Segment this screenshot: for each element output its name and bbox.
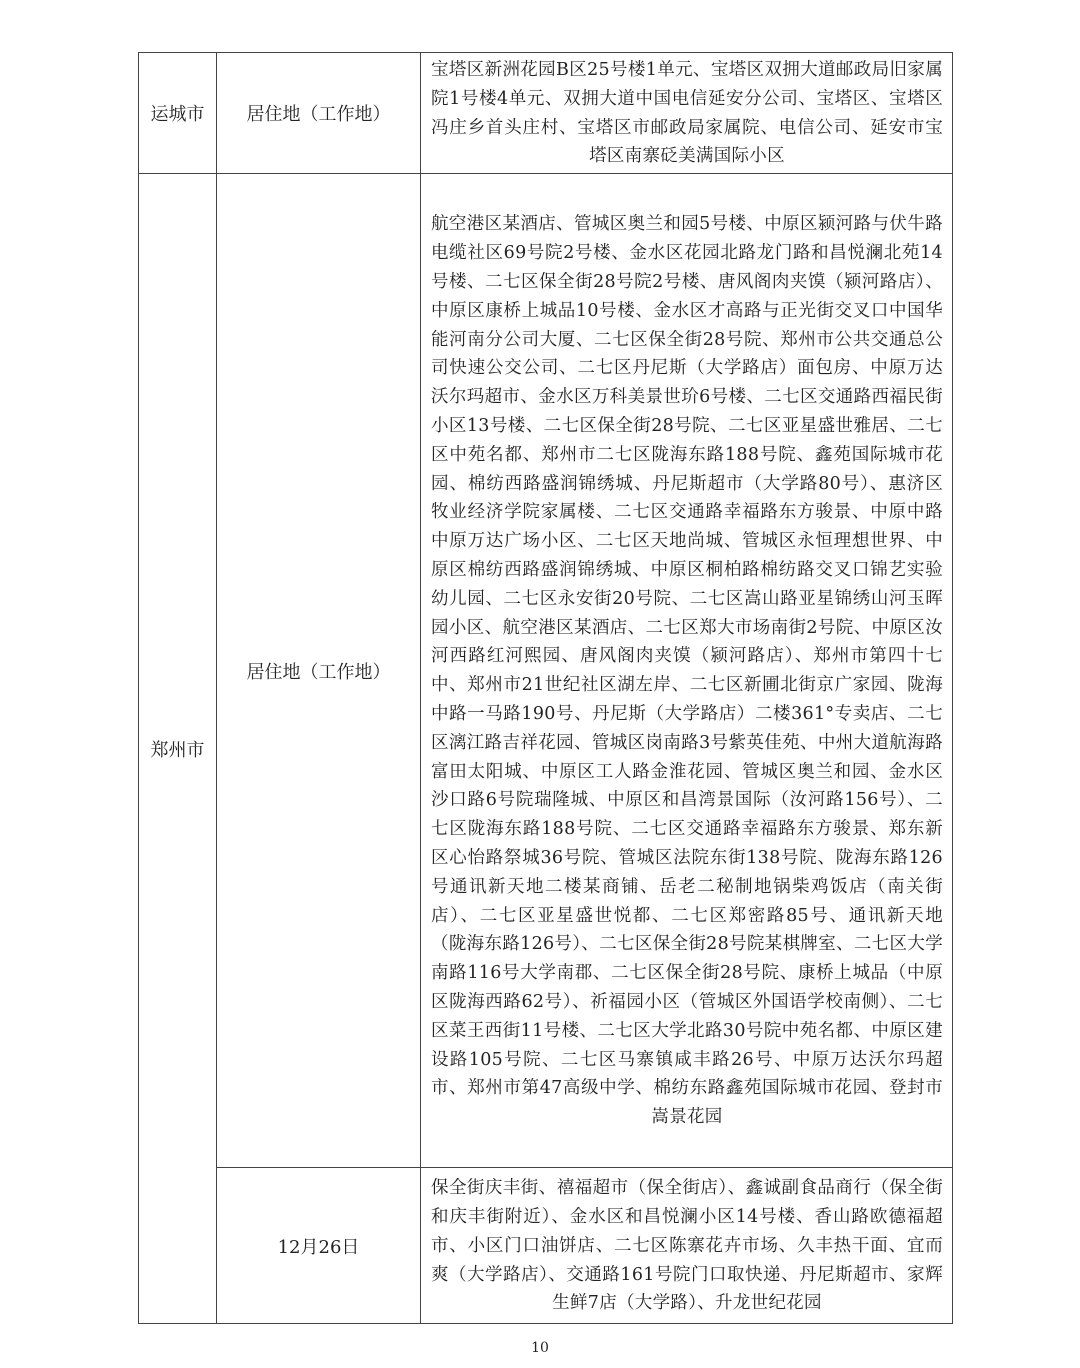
table-row [139, 1168, 953, 1324]
page-number: 10 [531, 1340, 549, 1356]
date-cell: 12月26日 [217, 1168, 421, 1324]
places-cell: 保全街庆丰街、禧福超市（保全街店）、鑫诚副食品商行（保全街和庆丰街附近）、金水区和昌悦澜小区14号楼、香山路欧德福超市、小区门口油饼店、二七区陈寨花卉市场、久丰热干面、宜而爽（大学路店）、交通路161号院门口取快递、丹尼斯超市、家辉生鲜7店（大学路）、升龙世纪花园 [421, 1168, 953, 1324]
city-cell: 运城市 [139, 53, 217, 174]
category-cell: 居住地（工作地） [217, 53, 421, 174]
places-cell: 宝塔区新洲花园B区25号楼1单元、宝塔区双拥大道邮政局旧家属院1号楼4单元、双拥大道中国电信延安分公司、宝塔区、宝塔区冯庄乡首头庄村、宝塔区市邮政局家属院、电信公司、延安市宝塔区南寨砭美满国际小区 [421, 53, 953, 174]
places-cell: 航空港区某酒店、管城区奥兰和园5号楼、中原区颍河路与伏牛路电缆社区69号院2号楼、金水区花园北路龙门路和昌悦澜北苑14号楼、二七区保全街28号院2号楼、唐风阁肉夹馍（颍河路店）、中原区康桥上城品10号楼、金水区才高路与正光街交叉口中国华能河南分公司大厦、二七区保全街28号院、郑州市公共交通总公司快速公交公司、二七区丹尼斯（大学路店）面包房、中原万达沃尔玛超市、金水区万科美景世玠6号楼、二七区交通路西福民街小区13号楼、二七区保全街28号院、二七区亚星盛世雅居、二七区中苑名都、郑州市二七区陇海东路188号院、鑫苑国际城市花园、棉纺西路盛润锦绣城、丹尼斯超市（大学路80号）、惠济区牧业经济学院家属楼、二七区交通路幸福路东方骏景、中原中路中原万达广场小区、二七区天地尚城、管城区永恒理想世界、中原区棉纺西路盛润锦绣城、中原区桐柏路棉纺路交叉口锦艺实验幼儿园、二七区永安街20号院、二七区嵩山路亚星锦绣山河玉晖园小区、航空港区某酒店、二七区郑大市场南街2号院、中原区汝河西路红河熙园、唐风阁肉夹馍（颍河路店）、郑州市第四十七中、郑州市21世纪社区湖左岸、二七区新圃北街京广家园、陇海中路一马路190号、丹尼斯（大学路店）二楼361°专卖店、二七区漓江路吉祥花园、管城区岗南路3号紫英佳苑、中州大道航海路富田太阳城、中原区工人路金淮花园、管城区奥兰和园、金水区沙口路6号院瑞隆城、中原区和昌湾景国际（汝河路156号）、二七区陇海东路188号院、二七区交通路幸福路东方骏景、郑东新区心怡路祭城36号院、管城区法院东街138号院、陇海东路126号通讯新天地二楼某商铺、岳老二秘制地锅柴鸡饭店（南关街店）、二七区亚星盛世悦都、二七区郑密路85号、通讯新天地（陇海东路126号）、二七区保全街28号院某棋牌室、二七区大学南路116号大学南郡、二七区保全街28号院、康桥上城品（中原区陇海西路62号）、祈福园小区（管城区外国语学校南侧）、二七区菜王西街11号楼、二七区大学北路30号院中苑名都、中原区建设路105号院、二七区马寨镇咸丰路26号、中原万达沃尔玛超市、郑州市第47高级中学、棉纺东路鑫苑国际城市花园、登封市嵩景花园 [421, 174, 953, 1168]
locations-table [138, 52, 953, 1324]
city-cell: 郑州市 [139, 174, 217, 1324]
category-cell: 居住地（工作地） [217, 174, 421, 1168]
table-row [139, 174, 953, 1168]
table-row [139, 53, 953, 174]
